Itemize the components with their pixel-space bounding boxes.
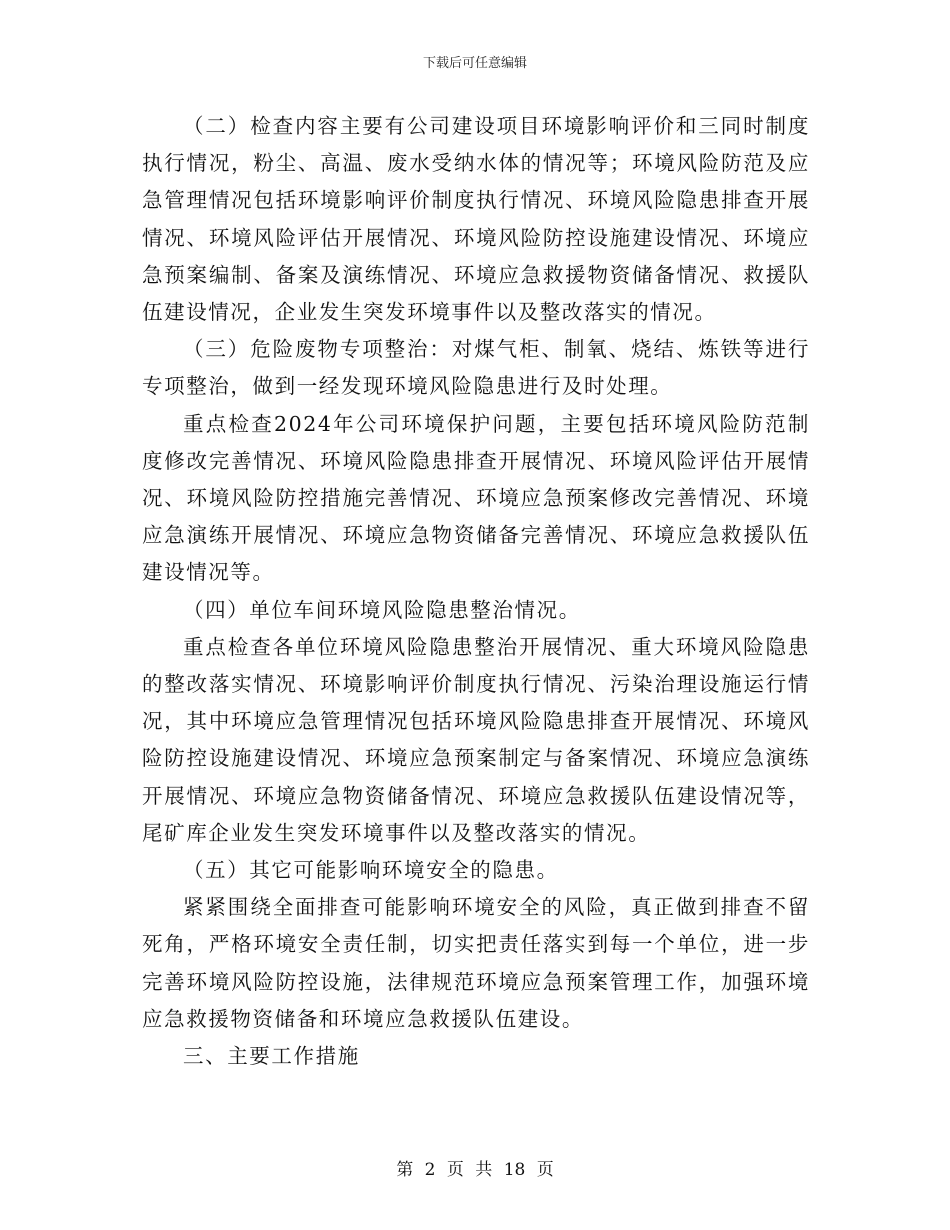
- section-heading: 三、主要工作措施: [183, 1044, 360, 1069]
- paragraph: 紧紧围绕全面排查可能影响环境安全的风险，真正做到排查不留死角，严格环境安全责任制，切实把责任落实到每一个单位，进一步完善环境风险防控设施，法律规范环境应急预案管理工作，加强环境应急救援物资储备和环境应急救援队伍建设。: [142, 895, 810, 1031]
- page-header: 下载后可任意编辑: [422, 56, 527, 71]
- paragraph: 重点检查2024年公司环境保护问题，主要包括环境风险防范制度修改完善情况、环境风险隐患排查开展情况、环境风险评估开展情况、环境风险防控措施完善情况、环境应急预案修改完善情况、环境应急演练开展情况、环境应急物资储备完善情况、环境应急救援队伍建设情况等。: [142, 411, 810, 585]
- paragraph: （三）危险废物专项整治：对煤气柜、制氧、烧结、炼铁等进行专项整治，做到一经发现环境风险隐患进行及时处理。: [142, 337, 810, 399]
- paragraph: 重点检查各单位环境风险隐患整治开展情况、重大环境风险隐患的整改落实情况、环境影响评价制度执行情况、污染治理设施运行情况，其中环境应急管理情况包括环境风险隐患排查开展情况、环境风险防控设施建设情况、环境应急预案制定与备案情况、环境应急演练开展情况、环境应急物资储备情况、环境应急救援队伍建设情况等，尾矿库企业发生突发环境事件以及整改落实的情况。: [142, 634, 810, 845]
- paragraph: （二）检查内容主要有公司建设项目环境影响评价和三同时制度执行情况，粉尘、高温、废水受纳水体的情况等；环境风险防范及应急管理情况包括环境影响评价制度执行情况、环境风险隐患排查开展情况、环境风险评估开展情况、环境风险防控设施建设情况、环境应急预案编制、备案及演练情况、环境应急救援物资储备情况、救援队伍建设情况，企业发生突发环境事件以及整改落实的情况。: [142, 114, 810, 325]
- document-body: [142, 108, 810, 1075]
- paragraph: （四）单位车间环境风险隐患整治情况。: [183, 597, 581, 622]
- paragraph: （五）其它可能影响环境安全的隐患。: [183, 858, 559, 883]
- page-number-footer: 第 2 页 共 18 页: [396, 1160, 554, 1180]
